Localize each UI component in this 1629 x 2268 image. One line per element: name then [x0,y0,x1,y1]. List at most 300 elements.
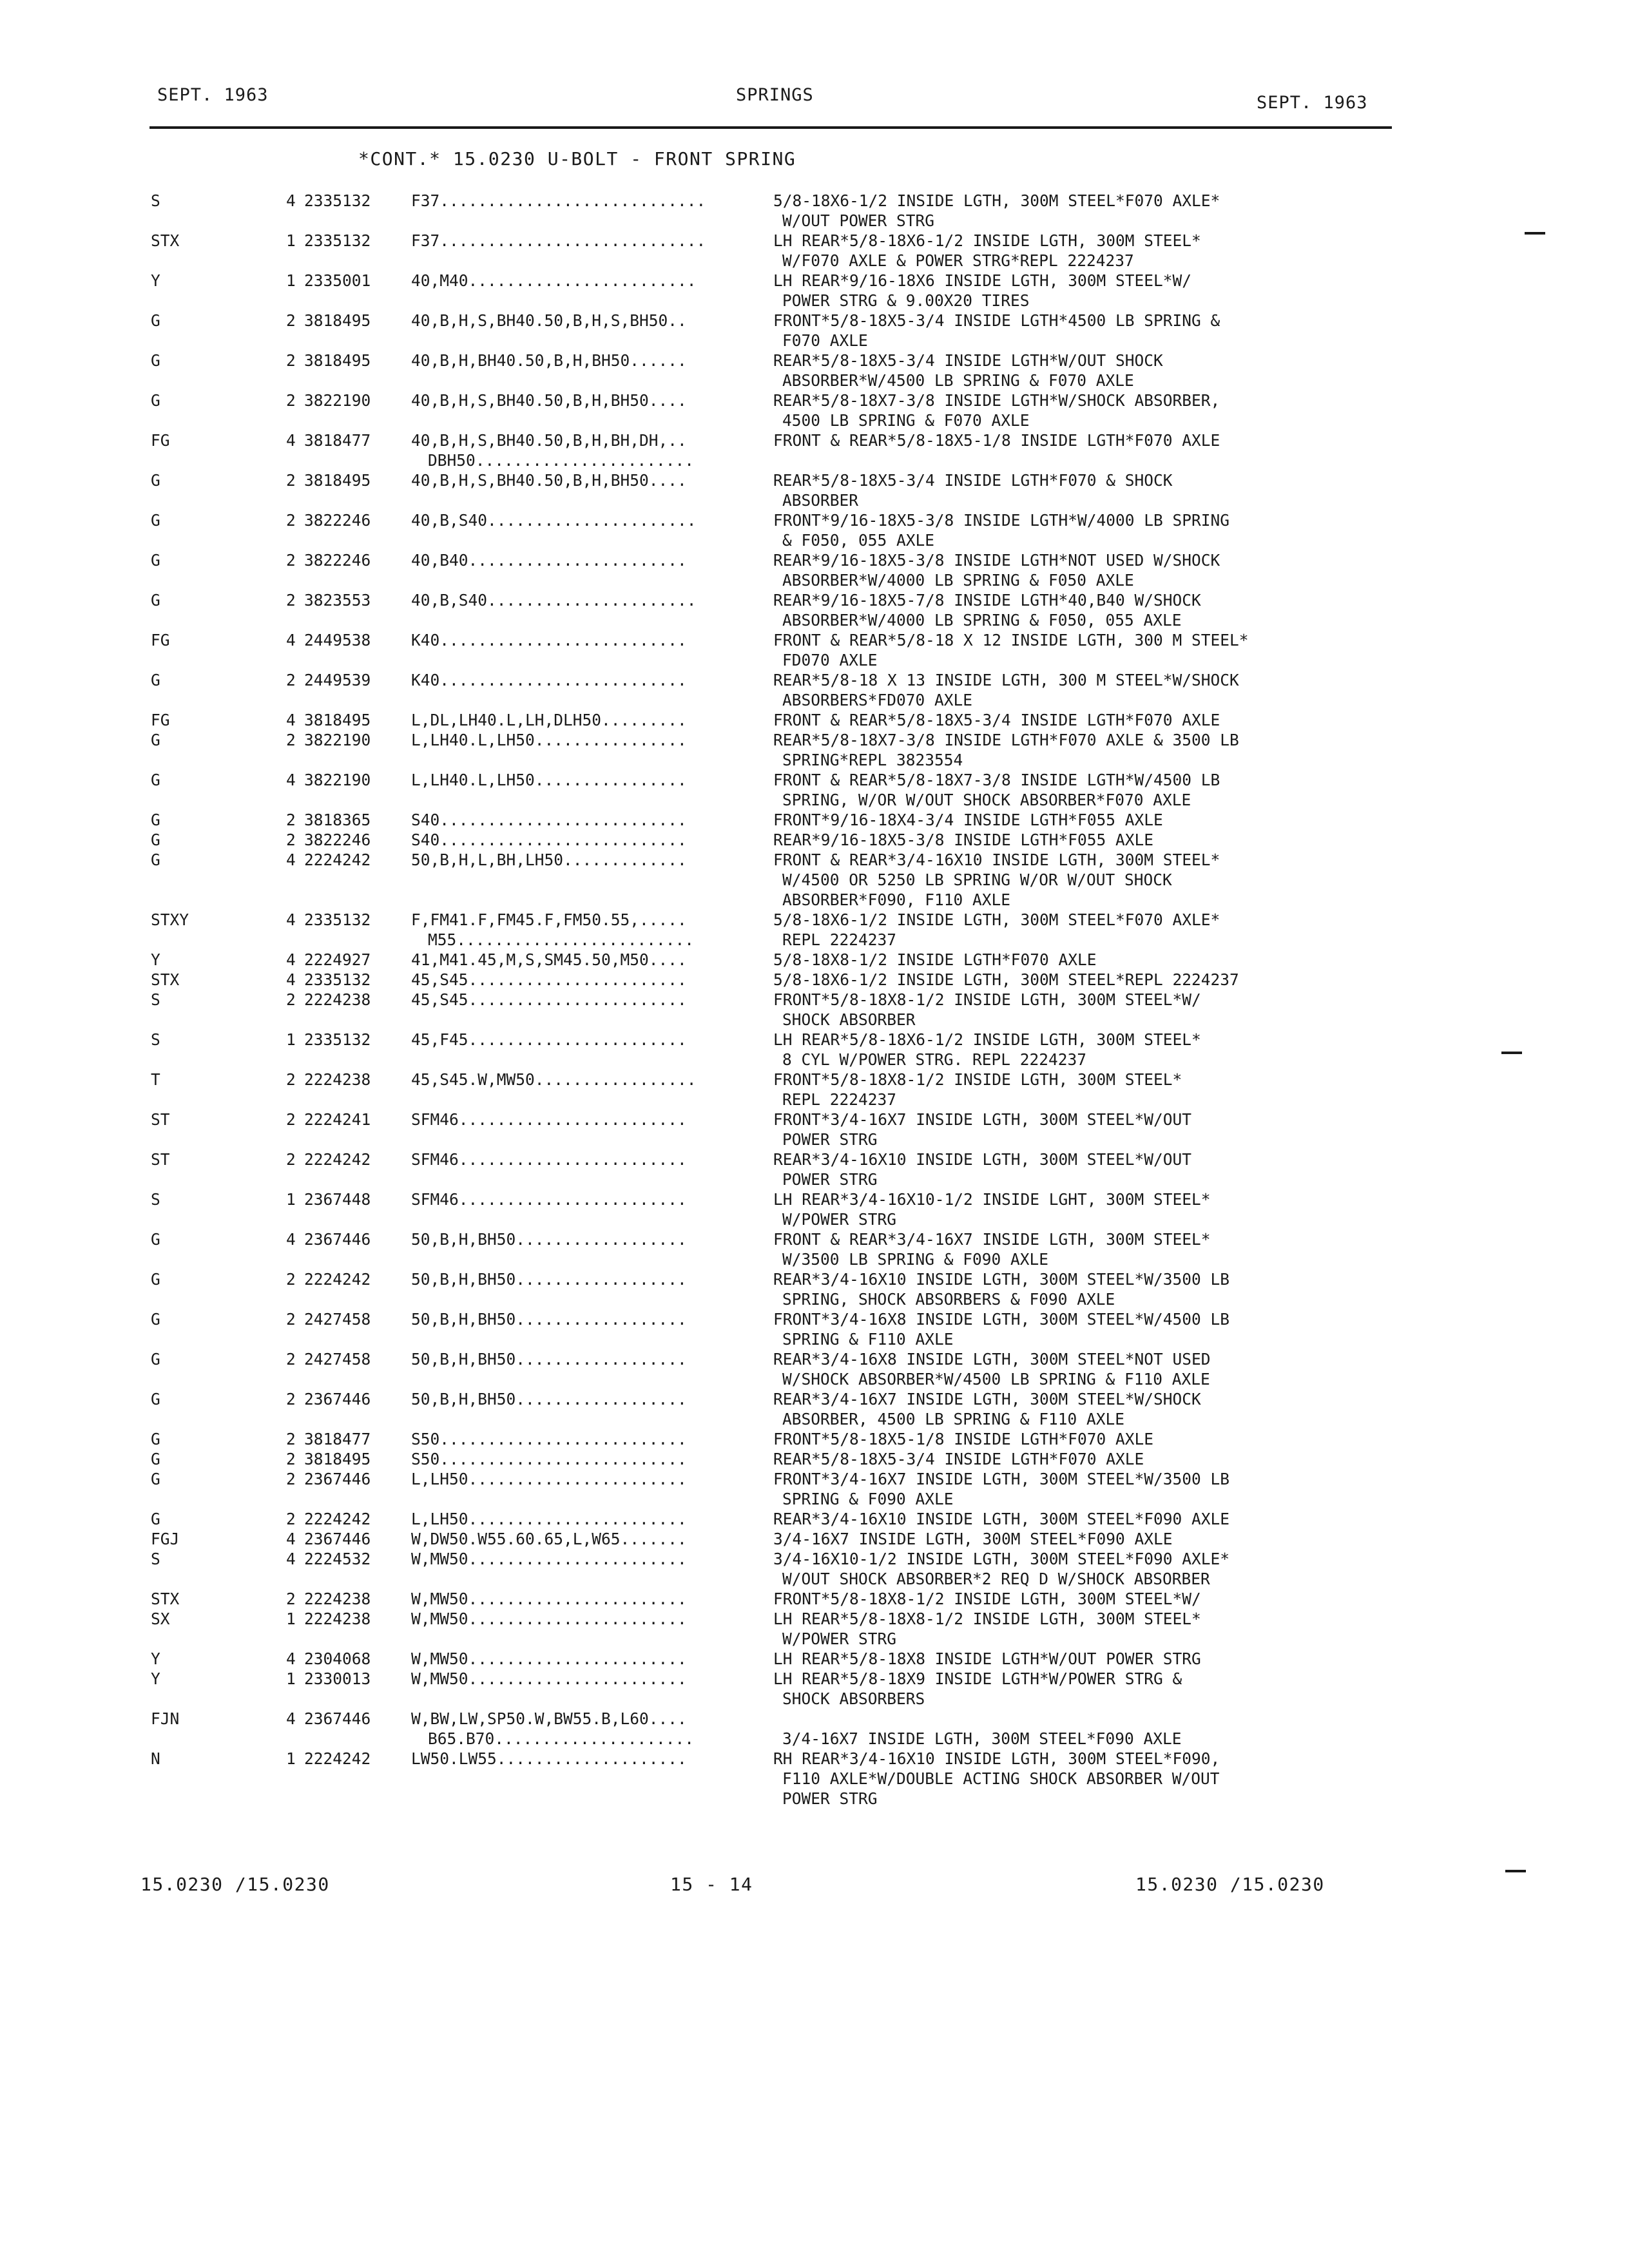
model-list: F37............................ [411,231,706,250]
description: W/3500 LB SPRING & F090 AXLE [782,1250,1049,1269]
parts-row [0,390,1629,410]
quantity: 4 [286,771,296,789]
usage-code: FGJ [151,1530,180,1548]
parts-row [0,730,1629,750]
description: REAR*3/4-16X10 INSIDE LGTH, 300M STEEL*W/3500 LB [773,1270,1230,1289]
description: W/OUT POWER STRG [782,211,935,230]
description: F070 AXLE [782,331,868,350]
model-list: 40,B,H,S,BH40.50,B,H,BH50.... [411,471,687,490]
part-number: 3822246 [304,511,371,530]
parts-row [0,930,1629,950]
model-list: W,MW50....................... [411,1590,687,1608]
part-number: 2224242 [304,1510,371,1528]
usage-code: G [151,771,160,789]
parts-row [0,1489,1629,1509]
description: SPRING, W/OR W/OUT SHOCK ABSORBER*F070 AXLE [782,791,1191,809]
model-list: 40,B,H,S,BH40.50,B,H,BH50.... [411,391,687,410]
quantity: 2 [286,731,296,749]
description: F110 AXLE*W/DOUBLE ACTING SHOCK ABSORBER W/OUT [782,1769,1220,1788]
usage-code: S [151,1550,160,1568]
usage-code: G [151,591,160,610]
parts-row [0,750,1629,770]
description: ABSORBER [782,491,859,510]
usage-code: G [151,1310,160,1329]
model-list: 45,F45....................... [411,1030,687,1049]
quantity: 1 [286,1610,296,1628]
parts-row [0,331,1629,351]
part-number: 2335001 [304,271,371,290]
quantity: 2 [286,1070,296,1089]
part-number: 3822190 [304,731,371,749]
part-number: 2367446 [304,1530,371,1548]
model-list: SFM46........................ [411,1150,687,1169]
part-number: 2427458 [304,1310,371,1329]
part-number: 3818365 [304,811,371,829]
description: FRONT & REAR*5/8-18X5-1/8 INSIDE LGTH*F070 AXLE [773,431,1220,450]
part-number: 3818495 [304,471,371,490]
model-list: 50,B,H,BH50.................. [411,1310,687,1329]
usage-code: ST [151,1150,170,1169]
description: W/POWER STRG [782,1210,897,1229]
parts-row [0,1129,1629,1149]
parts-row [0,690,1629,710]
model-list: W,MW50....................... [411,1649,687,1668]
usage-code: G [151,831,160,849]
usage-code: G [151,850,160,869]
part-number: 3818495 [304,311,371,330]
usage-code: G [151,351,160,370]
parts-row [0,710,1629,730]
quantity: 2 [286,471,296,490]
parts-row [0,630,1629,650]
usage-code: Y [151,950,160,969]
parts-row [0,1030,1629,1050]
model-list: M55......................... [428,930,695,949]
quantity: 4 [286,1649,296,1668]
parts-row [0,1189,1629,1209]
description: REAR*5/8-18X7-3/8 INSIDE LGTH*W/SHOCK ABSORBER, [773,391,1220,410]
model-list: W,MW50....................... [411,1550,687,1568]
page-number: 15 - 14 [670,1874,753,1895]
parts-row [0,1649,1629,1669]
parts-row [0,1349,1629,1369]
model-list: W,MW50....................... [411,1610,687,1628]
description: REAR*3/4-16X8 INSIDE LGTH, 300M STEEL*NOT USED [773,1350,1211,1369]
quantity: 4 [286,431,296,450]
part-number: 2224238 [304,1610,371,1628]
parts-row [0,990,1629,1010]
parts-row [0,1449,1629,1469]
part-number: 2335132 [304,910,371,929]
parts-row [0,970,1629,990]
quantity: 2 [286,591,296,610]
part-number: 2335132 [304,1030,371,1049]
description: FRONT & REAR*5/8-18X7-3/8 INSIDE LGTH*W/4500 LB [773,771,1220,789]
usage-code: G [151,1350,160,1369]
part-number: 2224532 [304,1550,371,1568]
description: W/SHOCK ABSORBER*W/4500 LB SPRING & F110 AXLE [782,1370,1210,1389]
description: 5/8-18X6-1/2 INSIDE LGTH, 300M STEEL*F070 AXLE* [773,910,1220,929]
description: REAR*5/8-18X5-3/4 INSIDE LGTH*F070 & SHOCK [773,471,1173,490]
parts-row [0,1789,1629,1809]
quantity: 2 [286,1310,296,1329]
parts-row [0,231,1629,251]
description: W/4500 OR 5250 LB SPRING W/OR W/OUT SHOCK [782,870,1172,889]
parts-row [0,1669,1629,1689]
part-number: 2449538 [304,631,371,649]
parts-row [0,890,1629,910]
parts-row [0,291,1629,311]
description: LH REAR*5/8-18X9 INSIDE LGTH*W/POWER STRG & [773,1669,1182,1688]
description: SPRING & F110 AXLE [782,1330,954,1349]
parts-row [0,1369,1629,1389]
description: SPRING & F090 AXLE [782,1490,954,1508]
model-list: S50.......................... [411,1450,687,1468]
parts-row [0,510,1629,530]
parts-row [0,790,1629,810]
model-list: L,LH50....................... [411,1470,687,1488]
description: REAR*3/4-16X10 INSIDE LGTH, 300M STEEL*W/OUT [773,1150,1192,1169]
quantity: 2 [286,811,296,829]
description: LH REAR*5/8-18X8 INSIDE LGTH*W/OUT POWER STRG [773,1649,1201,1668]
parts-row [0,1709,1629,1729]
parts-row [0,191,1629,211]
part-number: 2335132 [304,970,371,989]
usage-code: G [151,1450,160,1468]
description: REAR*5/8-18 X 13 INSIDE LGTH, 300 M STEEL*W/SHOCK [773,671,1239,689]
part-number: 3822246 [304,551,371,570]
model-list: 50,B,H,L,BH,LH50............. [411,850,687,869]
parts-row [0,1389,1629,1409]
description: W/OUT SHOCK ABSORBER*2 REQ D W/SHOCK ABSORBER [782,1570,1210,1588]
description: ABSORBER, 4500 LB SPRING & F110 AXLE [782,1410,1125,1428]
parts-row [0,950,1629,970]
usage-code: FJN [151,1709,180,1728]
parts-row [0,1769,1629,1789]
description: REPL 2224237 [782,1090,897,1109]
parts-row [0,1609,1629,1629]
quantity: 1 [286,1030,296,1049]
parts-row [0,1729,1629,1749]
usage-code: STX [151,1590,180,1608]
part-number: 3822190 [304,391,371,410]
model-list: 45,S45....................... [411,970,687,989]
description: ABSORBER*W/4000 LB SPRING & F050, 055 AXLE [782,611,1182,629]
description: REAR*9/16-18X5-7/8 INSIDE LGTH*40,B40 W/SHOCK [773,591,1201,610]
description: FRONT & REAR*3/4-16X10 INSIDE LGTH, 300M STEEL* [773,850,1220,869]
quantity: 4 [286,1230,296,1249]
model-list: 50,B,H,BH50.................. [411,1350,687,1369]
model-list: F,FM41.F,FM45.F,FM50.55,..... [411,910,687,929]
usage-code: Y [151,271,160,290]
model-list: 40,B,H,BH40.50,B,H,BH50...... [411,351,687,370]
parts-row [0,1629,1629,1649]
part-number: 2224238 [304,990,371,1009]
usage-code: Y [151,1669,160,1688]
model-list: L,LH40.L,LH50................ [411,731,687,749]
parts-row [0,1509,1629,1529]
model-list: K40.......................... [411,631,687,649]
description: FRONT*9/16-18X5-3/8 INSIDE LGTH*W/4000 LB SPRING [773,511,1230,530]
quantity: 2 [286,1430,296,1448]
part-number: 2330013 [304,1669,371,1688]
quantity: 2 [286,1350,296,1369]
parts-row [0,1229,1629,1249]
description: FRONT*9/16-18X4-3/4 INSIDE LGTH*F055 AXLE [773,811,1163,829]
description: SPRING, SHOCK ABSORBERS & F090 AXLE [782,1290,1115,1309]
model-list: B65.B70..................... [428,1729,695,1748]
model-list: S40.......................... [411,831,687,849]
quantity: 1 [286,1190,296,1209]
header-date-left: SEPT. 1963 [157,85,269,105]
part-number: 2335132 [304,191,371,210]
description: 5/8-18X8-1/2 INSIDE LGTH*F070 AXLE [773,950,1097,969]
parts-row [0,1309,1629,1329]
part-number: 2224242 [304,1270,371,1289]
description: POWER STRG [782,1130,878,1149]
model-list: 50,B,H,BH50.................. [411,1270,687,1289]
description: 8 CYL W/POWER STRG. REPL 2224237 [782,1050,1087,1069]
part-number: 2224238 [304,1590,371,1608]
description: FRONT*5/8-18X8-1/2 INSIDE LGTH, 300M STEEL*W/ [773,1590,1201,1608]
usage-code: G [151,391,160,410]
part-number: 2367446 [304,1709,371,1728]
parts-row [0,910,1629,930]
usage-code: G [151,471,160,490]
model-list: W,BW,LW,SP50.W,BW55.B,L60.... [411,1709,687,1728]
quantity: 4 [286,910,296,929]
quantity: 2 [286,1150,296,1169]
parts-row [0,211,1629,231]
description: FRONT & REAR*5/8-18X5-3/4 INSIDE LGTH*F070 AXLE [773,711,1220,729]
quantity: 2 [286,1450,296,1468]
quantity: 2 [286,351,296,370]
usage-code: N [151,1749,160,1768]
description: POWER STRG & 9.00X20 TIRES [782,291,1030,310]
model-list: 40,B,H,S,BH40.50,B,H,BH,DH,.. [411,431,687,450]
part-number: 3818495 [304,351,371,370]
usage-code: G [151,551,160,570]
model-list: 45,S45....................... [411,990,687,1009]
model-list: 50,B,H,BH50.................. [411,1390,687,1408]
parts-row [0,670,1629,690]
parts-row [0,1689,1629,1709]
footer-ref-left: 15.0230 /15.0230 [140,1874,330,1895]
description: FRONT*3/4-16X7 INSIDE LGTH, 300M STEEL*W/3500 LB [773,1470,1230,1488]
quantity: 2 [286,1270,296,1289]
quantity: 4 [286,191,296,210]
part-number: 2367446 [304,1230,371,1249]
description: 3/4-16X7 INSIDE LGTH, 300M STEEL*F090 AXLE [782,1729,1182,1748]
parts-row [0,470,1629,490]
description: SPRING*REPL 3823554 [782,751,963,769]
part-number: 2224927 [304,950,371,969]
part-number: 3818477 [304,1430,371,1448]
parts-row [0,311,1629,331]
description: & F050, 055 AXLE [782,531,935,550]
parts-row [0,650,1629,670]
model-list: 50,B,H,BH50.................. [411,1230,687,1249]
part-number: 2304068 [304,1649,371,1668]
quantity: 2 [286,551,296,570]
parts-row [0,550,1629,570]
model-list: W,MW50....................... [411,1669,687,1688]
description: 3/4-16X10-1/2 INSIDE LGTH, 300M STEEL*F090 AXLE* [773,1550,1230,1568]
parts-row [0,1589,1629,1609]
quantity: 2 [286,1510,296,1528]
parts-row [0,610,1629,630]
parts-row [0,1110,1629,1129]
model-list: 40,B40....................... [411,551,687,570]
usage-code: S [151,1190,160,1209]
parts-row [0,530,1629,550]
footer-ref-right: 15.0230 /15.0230 [1135,1874,1325,1895]
description: ABSORBER*W/4000 LB SPRING & F050 AXLE [782,571,1134,590]
quantity: 2 [286,1590,296,1608]
description: REAR*3/4-16X10 INSIDE LGTH, 300M STEEL*F090 AXLE [773,1510,1230,1528]
part-number: 2367448 [304,1190,371,1209]
description: 3/4-16X7 INSIDE LGTH, 300M STEEL*F090 AXLE [773,1530,1173,1548]
model-list: SFM46........................ [411,1190,687,1209]
parts-row [0,770,1629,790]
quantity: 2 [286,1390,296,1408]
usage-code: G [151,1270,160,1289]
model-list: S40.......................... [411,811,687,829]
parts-row [0,1010,1629,1030]
description: REAR*3/4-16X7 INSIDE LGTH, 300M STEEL*W/SHOCK [773,1390,1201,1408]
description: REAR*9/16-18X5-3/8 INSIDE LGTH*F055 AXLE [773,831,1154,849]
description: SHOCK ABSORBERS [782,1689,925,1708]
header-section-title: SPRINGS [736,85,814,105]
model-list: L,LH40.L,LH50................ [411,771,687,789]
model-list: SFM46........................ [411,1110,687,1129]
model-list: LW50.LW55.................... [411,1749,687,1768]
part-number: 2367446 [304,1470,371,1488]
part-number: 3823553 [304,591,371,610]
parts-row [0,1249,1629,1269]
quantity: 2 [286,311,296,330]
parts-row [0,370,1629,390]
parts-row [0,490,1629,510]
model-list: S50.......................... [411,1430,687,1448]
continuation-heading: *CONT.* 15.0230 U-BOLT - FRONT SPRING [358,148,796,169]
usage-code: G [151,511,160,530]
parts-row [0,590,1629,610]
description: LH REAR*3/4-16X10-1/2 INSIDE LGHT, 300M STEEL* [773,1190,1211,1209]
parts-row [0,1149,1629,1169]
parts-row [0,1289,1629,1309]
quantity: 4 [286,1709,296,1728]
parts-row [0,1169,1629,1189]
parts-row [0,570,1629,590]
model-list: L,LH50....................... [411,1510,687,1528]
model-list: 40,M40........................ [411,271,697,290]
model-list: DBH50....................... [428,451,695,470]
header-rule [149,126,1392,129]
part-number: 3818495 [304,711,371,729]
parts-row [0,1269,1629,1289]
part-number: 2224242 [304,1150,371,1169]
part-number: 2224238 [304,1070,371,1089]
quantity: 2 [286,1470,296,1488]
description: LH REAR*5/8-18X6-1/2 INSIDE LGTH, 300M STEEL* [773,231,1201,250]
parts-row [0,850,1629,870]
description: W/POWER STRG [782,1629,897,1648]
usage-code: G [151,1390,160,1408]
usage-code: G [151,1470,160,1488]
description: REAR*5/8-18X5-3/4 INSIDE LGTH*W/OUT SHOCK [773,351,1163,370]
parts-row [0,351,1629,370]
parts-row [0,1329,1629,1349]
description: LH REAR*5/8-18X6-1/2 INSIDE LGTH, 300M STEEL* [773,1030,1201,1049]
usage-code: FG [151,711,170,729]
description: ABSORBER*W/4500 LB SPRING & F070 AXLE [782,371,1134,390]
description: FRONT*5/8-18X8-1/2 INSIDE LGTH, 300M STEEL*W/ [773,990,1201,1009]
parts-row [0,1429,1629,1449]
quantity: 2 [286,391,296,410]
description: 5/8-18X6-1/2 INSIDE LGTH, 300M STEEL*REPL 2224237 [773,970,1239,989]
description: FRONT*5/8-18X5-3/4 INSIDE LGTH*4500 LB SPRING & [773,311,1220,330]
description: LH REAR*9/16-18X6 INSIDE LGTH, 300M STEEL*W/ [773,271,1192,290]
parts-list [0,191,1629,1809]
part-number: 3822190 [304,771,371,789]
description: FRONT & REAR*5/8-18 X 12 INSIDE LGTH, 300 M STEEL* [773,631,1249,649]
parts-row [0,1070,1629,1090]
part-number: 2427458 [304,1350,371,1369]
model-list: 40,B,H,S,BH40.50,B,H,S,BH50.. [411,311,687,330]
part-number: 2224242 [304,1749,371,1768]
parts-row [0,1549,1629,1569]
usage-code: STXY [151,910,189,929]
part-number: 2449539 [304,671,371,689]
description: POWER STRG [782,1789,878,1808]
model-list: 40,B,S40...................... [411,591,697,610]
part-number: 2224241 [304,1110,371,1129]
quantity: 2 [286,511,296,530]
model-list: F37............................ [411,191,706,210]
parts-row [0,410,1629,430]
quantity: 2 [286,1110,296,1129]
description: 5/8-18X6-1/2 INSIDE LGTH, 300M STEEL*F070 AXLE* [773,191,1220,210]
part-number: 3818495 [304,1450,371,1468]
description: ABSORBERS*FD070 AXLE [782,691,973,709]
description: FRONT*5/8-18X5-1/8 INSIDE LGTH*F070 AXLE [773,1430,1154,1448]
margin-mark [1501,1052,1522,1054]
quantity: 4 [286,631,296,649]
description: W/F070 AXLE & POWER STRG*REPL 2224237 [782,251,1134,270]
usage-code: SX [151,1610,170,1628]
parts-row [0,271,1629,291]
usage-code: G [151,671,160,689]
usage-code: G [151,1430,160,1448]
usage-code: Y [151,1649,160,1668]
quantity: 2 [286,990,296,1009]
parts-row [0,1569,1629,1589]
quantity: 4 [286,850,296,869]
quantity: 1 [286,271,296,290]
parts-row [0,1469,1629,1489]
part-number: 2335132 [304,231,371,250]
parts-row [0,1529,1629,1549]
description: FD070 AXLE [782,651,878,669]
description: FRONT*3/4-16X8 INSIDE LGTH, 300M STEEL*W/4500 LB [773,1310,1230,1329]
quantity: 1 [286,231,296,250]
model-list: W,DW50.W55.60.65,L,W65....... [411,1530,687,1548]
description: POWER STRG [782,1170,878,1189]
parts-row [0,1090,1629,1110]
description: REAR*9/16-18X5-3/8 INSIDE LGTH*NOT USED W/SHOCK [773,551,1220,570]
usage-code: FG [151,431,170,450]
